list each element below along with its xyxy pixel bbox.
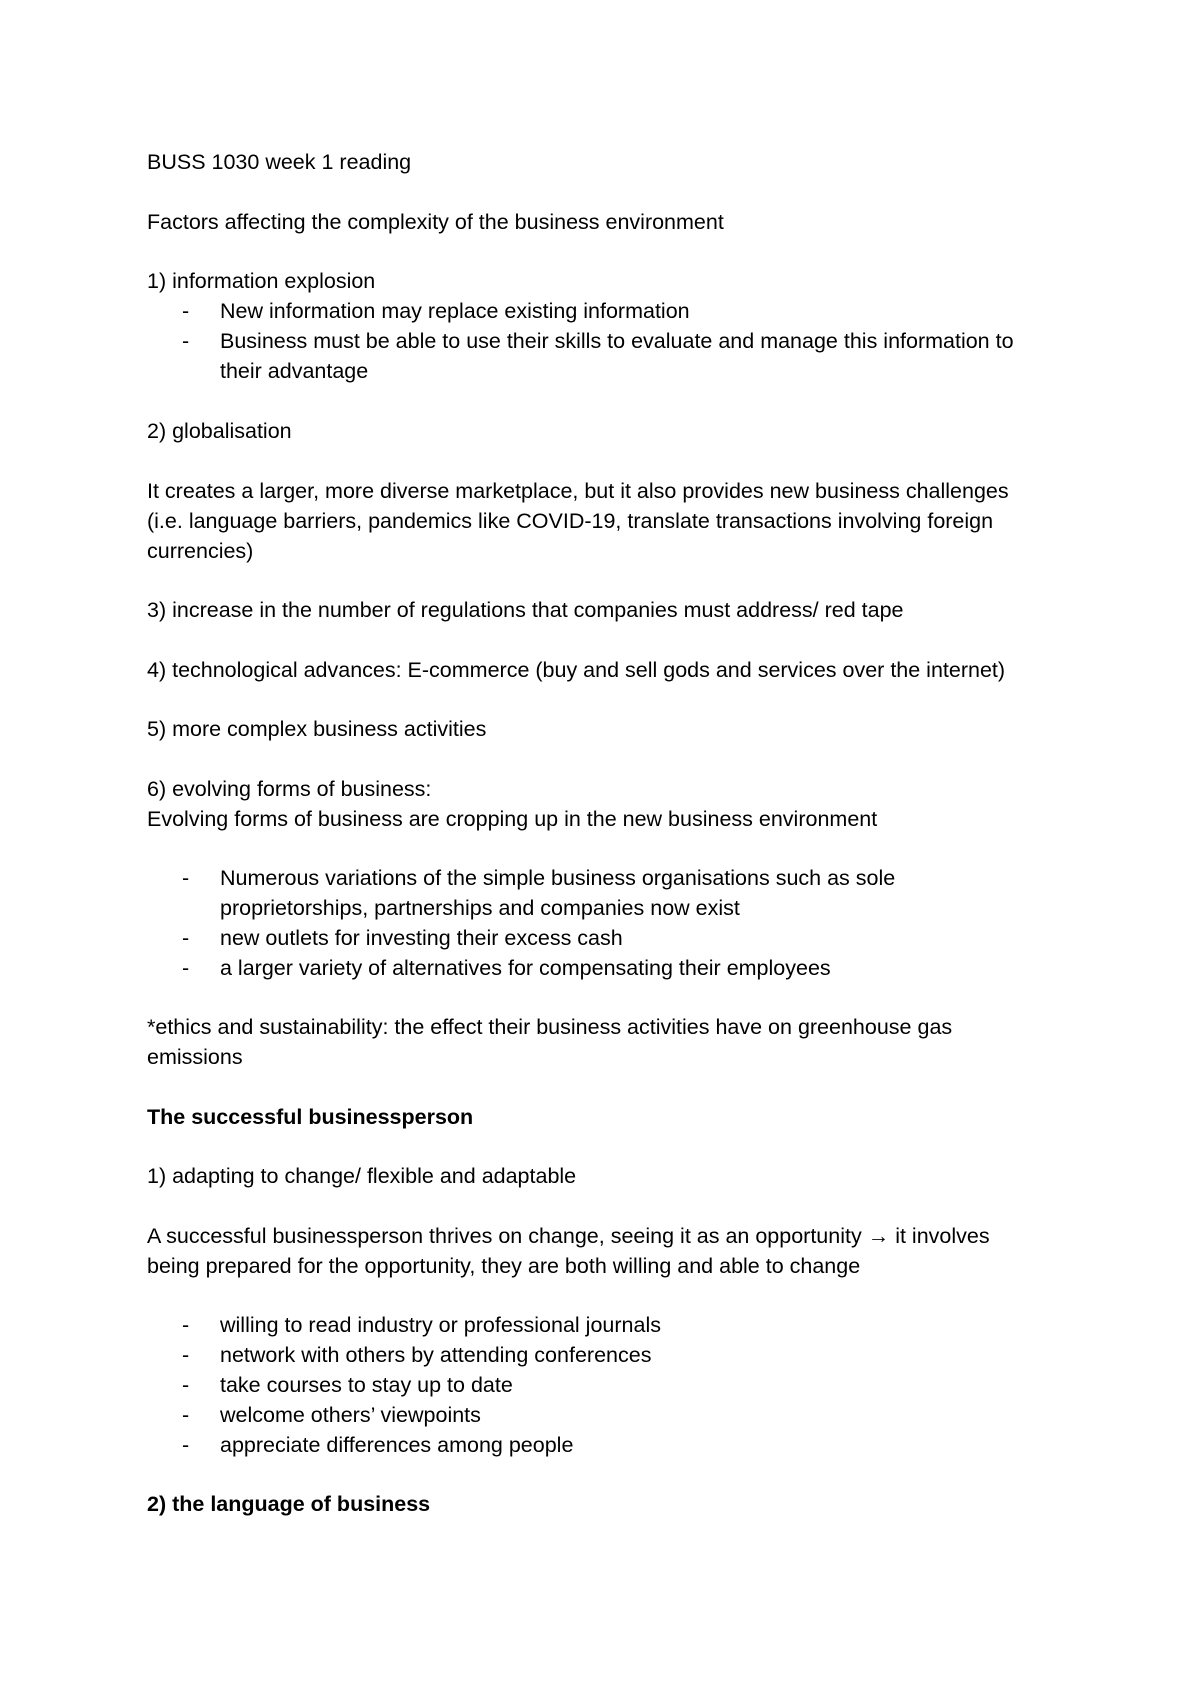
- list-item-continuation: proprietorships, partnerships and companies now exist: [220, 896, 740, 920]
- factor-3-label: 3) increase in the number of regulations that companies must address/ red tape: [147, 598, 904, 622]
- list-item-text: New information may replace existing information: [220, 299, 690, 323]
- paragraph-line: It creates a larger, more diverse marketplace, but it also provides new business challenges: [147, 479, 1009, 503]
- list-item-text: a larger variety of alternatives for compensating their employees: [220, 956, 831, 980]
- list-item: [182, 923, 623, 953]
- paragraph-line: being prepared for the opportunity, they are both willing and able to change: [147, 1254, 861, 1278]
- bullet-dash: -: [182, 299, 190, 323]
- point-1-label: 1) adapting to change/ flexible and adaptable: [147, 1164, 577, 1188]
- factor-4-label: 4) technological advances: E-commerce (buy and sell gods and services over the internet): [147, 658, 1006, 682]
- list-item: [182, 863, 895, 893]
- list-item-continuation: their advantage: [220, 359, 369, 383]
- list-item-text: appreciate differences among people: [220, 1433, 574, 1457]
- point-2-label: 2) the language of business: [147, 1492, 431, 1516]
- bullet-dash: -: [182, 1433, 190, 1457]
- bullet-dash: -: [182, 926, 190, 950]
- paragraph-line: [147, 1221, 990, 1251]
- bullet-dash: -: [182, 329, 190, 353]
- paragraph-line: *ethics and sustainability: the effect their business activities have on greenhouse gas: [147, 1015, 953, 1039]
- list-item: [182, 1430, 573, 1460]
- bullet-dash: -: [182, 1403, 190, 1427]
- list-item-text: welcome others’ viewpoints: [220, 1403, 481, 1427]
- list-item-text: network with others by attending conferences: [220, 1343, 652, 1367]
- bullet-dash: -: [182, 866, 190, 890]
- paragraph-line: currencies): [147, 539, 254, 563]
- list-item-text: willing to read industry or professional journals: [220, 1313, 661, 1337]
- list-item-text: Numerous variations of the simple business organisations such as sole: [220, 866, 896, 890]
- bullet-dash: -: [182, 1313, 190, 1337]
- section-heading-successful-businessperson: The successful businessperson: [147, 1105, 474, 1129]
- paragraph-line: (i.e. language barriers, pandemics like COVID-19, translate transactions involving foreign: [147, 509, 994, 533]
- list-item: [182, 296, 690, 326]
- paragraph-text: it involves: [895, 1224, 990, 1248]
- list-item: [182, 953, 831, 983]
- right-arrow-icon: →: [867, 1224, 890, 1248]
- factor-2-label: 2) globalisation: [147, 419, 292, 443]
- bullet-dash: -: [182, 1343, 190, 1367]
- paragraph-line: emissions: [147, 1045, 243, 1069]
- paragraph-text: A successful businessperson thrives on change, seeing it as an opportunity: [147, 1224, 862, 1248]
- list-item: [182, 1310, 661, 1340]
- list-item: [182, 1340, 651, 1370]
- bullet-dash: -: [182, 956, 190, 980]
- document-title: BUSS 1030 week 1 reading: [147, 150, 412, 174]
- list-item-text: new outlets for investing their excess cash: [220, 926, 623, 950]
- list-item: [182, 1400, 481, 1430]
- section-heading-factors: Factors affecting the complexity of the business environment: [147, 210, 724, 234]
- paragraph-line: Evolving forms of business are cropping up in the new business environment: [147, 807, 878, 831]
- list-item: [182, 1370, 513, 1400]
- factor-5-label: 5) more complex business activities: [147, 717, 487, 741]
- factor-1-label: 1) information explosion: [147, 269, 376, 293]
- factor-6-label: 6) evolving forms of business:: [147, 777, 432, 801]
- bullet-dash: -: [182, 1373, 190, 1397]
- list-item-text: Business must be able to use their skills to evaluate and manage this information to: [220, 329, 1014, 353]
- list-item-text: take courses to stay up to date: [220, 1373, 513, 1397]
- list-item: [182, 326, 1014, 356]
